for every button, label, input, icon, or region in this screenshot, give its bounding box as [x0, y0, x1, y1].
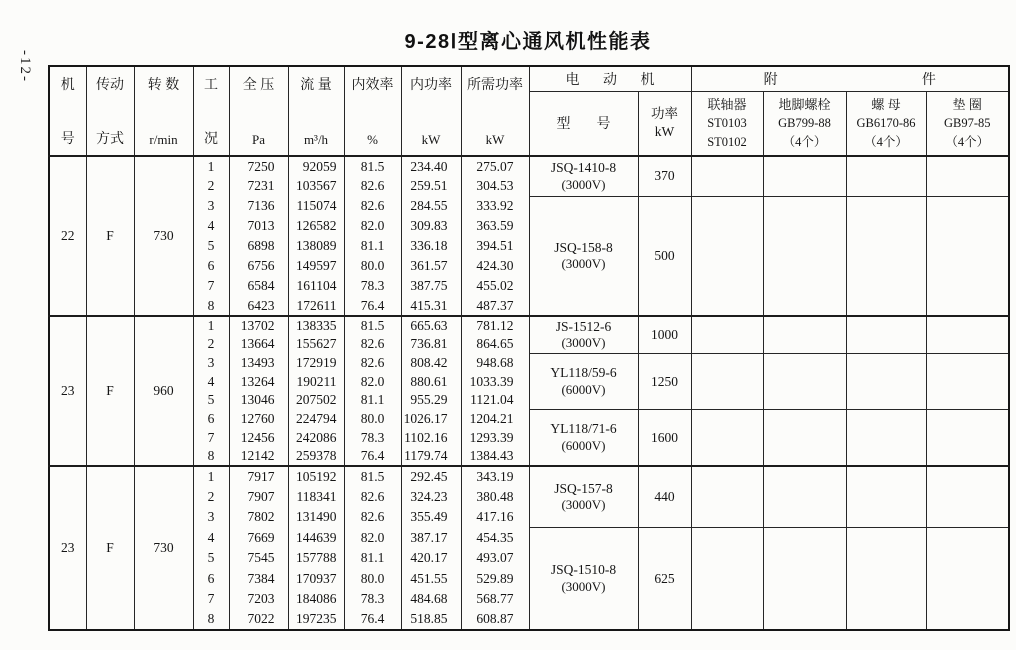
coupling-cell: [691, 410, 763, 466]
header-text: 机: [60, 78, 75, 93]
header-text: 内效率: [351, 78, 394, 93]
header-unit: r/min: [149, 132, 178, 147]
motor-power-cell: 440: [638, 466, 691, 528]
header-text: 附: [763, 72, 778, 88]
efficiency-value: 82.6: [344, 354, 401, 373]
speed-cell: 730: [134, 466, 193, 630]
header-qty: （4个）: [782, 135, 827, 149]
header-std-code: GB6170-86: [856, 116, 916, 131]
internal-power-value: 292.45: [401, 466, 461, 487]
required-power-value: 1204.21: [461, 410, 529, 429]
anchor-bolt-cell: [763, 466, 846, 528]
internal-power-value: 387.17: [401, 528, 461, 549]
flow-value: 170937: [288, 569, 344, 590]
internal-power-value: 1179.74: [401, 447, 461, 466]
flow-value: 105192: [288, 466, 344, 487]
motor-model-text: JSQ-158-8: [554, 239, 613, 255]
flow-value: 161104: [288, 276, 344, 296]
internal-power-value: 736.81: [401, 335, 461, 354]
efficiency-value: 81.1: [344, 548, 401, 569]
internal-power-value: 1102.16: [401, 429, 461, 448]
flow-value: 115074: [288, 196, 344, 216]
nut-cell: [846, 410, 926, 466]
motor-power-cell: 500: [638, 196, 691, 316]
flow-value: 242086: [288, 429, 344, 448]
pressure-value: 7917: [229, 466, 288, 487]
drive-type-cell: F: [86, 156, 134, 316]
header-std-code: GB97-85: [943, 116, 991, 131]
condition-no: 3: [193, 196, 229, 216]
pressure-value: 7907: [229, 487, 288, 508]
pressure-value: 13493: [229, 354, 288, 373]
perf-row: [49, 316, 1009, 335]
condition-no: 8: [193, 447, 229, 466]
washer-cell: [926, 316, 1009, 354]
required-power-value: 781.12: [461, 316, 529, 335]
motor-power-cell: 1600: [638, 410, 691, 466]
coupling-cell: [691, 316, 763, 354]
motor-model-text: JSQ-1410-8: [550, 160, 617, 176]
required-power-value: 864.65: [461, 335, 529, 354]
efficiency-value: 76.4: [344, 296, 401, 316]
header-unit: kW: [654, 124, 675, 140]
motor-voltage-text: (3000V): [561, 335, 606, 351]
header-qty: （4个）: [864, 135, 908, 149]
internal-power-value: 415.31: [401, 296, 461, 316]
header-text: 地脚螺栓: [778, 96, 831, 112]
anchor-bolt-cell: [763, 354, 846, 410]
pressure-value: 12456: [229, 429, 288, 448]
efficiency-value: 80.0: [344, 569, 401, 590]
anchor-bolt-cell: [763, 196, 846, 316]
motor-voltage-text: (6000V): [561, 437, 606, 453]
header-qty: （4个）: [945, 135, 990, 149]
required-power-value: 424.30: [461, 256, 529, 276]
nut-cell: [846, 196, 926, 316]
flow-value: 207502: [288, 391, 344, 410]
header-text: 号: [60, 132, 75, 147]
header-text: 所需功率: [467, 78, 523, 93]
col-header-internal-power: [401, 66, 461, 156]
condition-no: 5: [193, 391, 229, 410]
group-header-motor: [529, 66, 691, 91]
condition-no: 7: [193, 429, 229, 448]
header-text: 流 量: [300, 78, 332, 93]
efficiency-value: 82.0: [344, 216, 401, 236]
required-power-value: 363.59: [461, 216, 529, 236]
pressure-value: 13046: [229, 391, 288, 410]
motor-voltage-text: (6000V): [561, 381, 606, 397]
pressure-value: 7231: [229, 176, 288, 196]
pressure-value: 6898: [229, 236, 288, 256]
efficiency-value: 78.3: [344, 429, 401, 448]
drive-type-cell: F: [86, 466, 134, 630]
header-text: 转 数: [147, 78, 180, 93]
condition-no: 4: [193, 528, 229, 549]
col-header-speed: [134, 66, 193, 156]
motor-model-cell: [529, 316, 638, 354]
pressure-value: 7136: [229, 196, 288, 216]
efficiency-value: 82.6: [344, 176, 401, 196]
condition-no: 3: [193, 507, 229, 528]
col-header-pressure: [229, 66, 288, 156]
internal-power-value: 361.57: [401, 256, 461, 276]
internal-power-value: 420.17: [401, 548, 461, 569]
required-power-value: 1121.04: [461, 391, 529, 410]
header-std-code: ST0102: [707, 135, 747, 149]
internal-power-value: 451.55: [401, 569, 461, 590]
internal-power-value: 234.40: [401, 156, 461, 176]
flow-value: 197235: [288, 610, 344, 631]
pressure-value: 7250: [229, 156, 288, 176]
internal-power-value: 309.83: [401, 216, 461, 236]
flow-value: 118341: [288, 487, 344, 508]
col-header-required-power: [461, 66, 529, 156]
page-number-margin-label: -12-: [17, 50, 33, 83]
flow-value: 157788: [288, 548, 344, 569]
pressure-value: 7802: [229, 507, 288, 528]
condition-no: 2: [193, 176, 229, 196]
efficiency-value: 81.5: [344, 466, 401, 487]
condition-no: 2: [193, 487, 229, 508]
header-text: 型: [556, 117, 571, 133]
internal-power-value: 387.75: [401, 276, 461, 296]
efficiency-value: 81.5: [344, 156, 401, 176]
flow-value: 224794: [288, 410, 344, 429]
required-power-value: 608.87: [461, 610, 529, 631]
machine-no-cell: 23: [49, 316, 86, 466]
header-text: 垫 圈: [952, 96, 982, 112]
header-text: 内功率: [410, 78, 452, 93]
col-header-coupling: [691, 91, 763, 156]
flow-value: 144639: [288, 528, 344, 549]
condition-no: 6: [193, 410, 229, 429]
pressure-value: 6584: [229, 276, 288, 296]
fan-performance-table: [48, 65, 1010, 631]
washer-cell: [926, 196, 1009, 316]
header-unit: kW: [485, 132, 505, 147]
motor-power-cell: 625: [638, 528, 691, 631]
condition-no: 2: [193, 335, 229, 354]
pressure-value: 7669: [229, 528, 288, 549]
flow-value: 259378: [288, 447, 344, 466]
pressure-value: 7384: [229, 569, 288, 590]
pressure-value: 7203: [229, 589, 288, 610]
motor-model-text: JSQ-157-8: [554, 480, 613, 496]
drive-type-cell: F: [86, 316, 134, 466]
efficiency-value: 76.4: [344, 610, 401, 631]
required-power-value: 1033.39: [461, 372, 529, 391]
internal-power-value: 1026.17: [401, 410, 461, 429]
required-power-value: 493.07: [461, 548, 529, 569]
internal-power-value: 518.85: [401, 610, 461, 631]
required-power-value: 394.51: [461, 236, 529, 256]
motor-model-text: YL118/59-6: [550, 365, 617, 381]
motor-model-text: JS-1512-6: [555, 318, 612, 334]
pressure-value: 13664: [229, 335, 288, 354]
required-power-value: 380.48: [461, 487, 529, 508]
header-unit: Pa: [252, 132, 265, 147]
required-power-value: 1293.39: [461, 429, 529, 448]
flow-value: 190211: [288, 372, 344, 391]
col-header-washer: [926, 91, 1009, 156]
perf-row: [49, 466, 1009, 487]
condition-no: 5: [193, 236, 229, 256]
required-power-value: 948.68: [461, 354, 529, 373]
anchor-bolt-cell: [763, 528, 846, 631]
internal-power-value: 484.68: [401, 589, 461, 610]
motor-model-text: JSQ-1510-8: [550, 562, 617, 578]
coupling-cell: [691, 156, 763, 196]
condition-no: 1: [193, 466, 229, 487]
speed-cell: 730: [134, 156, 193, 316]
condition-no: 7: [193, 276, 229, 296]
required-power-value: 304.53: [461, 176, 529, 196]
nut-cell: [846, 528, 926, 631]
header-text: 传动: [96, 78, 124, 93]
coupling-cell: [691, 354, 763, 410]
required-power-value: 343.19: [461, 466, 529, 487]
motor-model-cell: [529, 528, 638, 631]
anchor-bolt-cell: [763, 410, 846, 466]
condition-no: 8: [193, 296, 229, 316]
efficiency-value: 80.0: [344, 410, 401, 429]
perf-row: [49, 410, 1009, 429]
flow-value: 184086: [288, 589, 344, 610]
motor-model-cell: [529, 354, 638, 410]
condition-no: 6: [193, 569, 229, 590]
speed-cell: 960: [134, 316, 193, 466]
pressure-value: 12760: [229, 410, 288, 429]
motor-power-cell: 370: [638, 156, 691, 196]
motor-model-text: YL118/71-6: [550, 421, 617, 437]
internal-power-value: 808.42: [401, 354, 461, 373]
required-power-value: 568.77: [461, 589, 529, 610]
table-header: [49, 66, 1009, 156]
pressure-value: 6756: [229, 256, 288, 276]
flow-value: 131490: [288, 507, 344, 528]
anchor-bolt-cell: [763, 316, 846, 354]
col-header-flow: [288, 66, 344, 156]
pressure-value: 7022: [229, 610, 288, 631]
motor-voltage-text: (3000V): [561, 497, 606, 513]
header-std-code: ST0103: [707, 116, 747, 131]
nut-cell: [846, 466, 926, 528]
machine-no-cell: 22: [49, 156, 86, 316]
condition-no: 3: [193, 354, 229, 373]
internal-power-value: 284.55: [401, 196, 461, 216]
internal-power-value: 324.23: [401, 487, 461, 508]
internal-power-value: 259.51: [401, 176, 461, 196]
washer-cell: [926, 354, 1009, 410]
machine-no-cell: 23: [49, 466, 86, 630]
pressure-value: 7545: [229, 548, 288, 569]
group-header-accessories: [691, 66, 1009, 91]
efficiency-value: 78.3: [344, 589, 401, 610]
col-header-efficiency: [344, 66, 401, 156]
required-power-value: 333.92: [461, 196, 529, 216]
header-text: 号: [596, 117, 611, 133]
condition-no: 1: [193, 316, 229, 335]
efficiency-value: 81.1: [344, 236, 401, 256]
flow-value: 138089: [288, 236, 344, 256]
washer-cell: [926, 156, 1009, 196]
motor-voltage-text: (3000V): [561, 256, 606, 272]
efficiency-value: 76.4: [344, 447, 401, 466]
internal-power-value: 336.18: [401, 236, 461, 256]
condition-no: 7: [193, 589, 229, 610]
header-text: 螺 母: [871, 96, 901, 112]
flow-value: 155627: [288, 335, 344, 354]
perf-row: [49, 528, 1009, 549]
flow-value: 172611: [288, 296, 344, 316]
col-header-nut: [846, 91, 926, 156]
motor-voltage-text: (3000V): [561, 176, 606, 192]
motor-power-cell: 1000: [638, 316, 691, 354]
washer-cell: [926, 410, 1009, 466]
header-text: 工: [204, 78, 218, 93]
perf-row: [49, 354, 1009, 373]
washer-cell: [926, 528, 1009, 631]
motor-voltage-text: (3000V): [561, 578, 606, 594]
nut-cell: [846, 156, 926, 196]
col-header-condition: [193, 66, 229, 156]
page-title: 9-28Ⅰ型离心通风机性能表: [404, 31, 652, 53]
required-power-value: 454.35: [461, 528, 529, 549]
efficiency-value: 82.0: [344, 372, 401, 391]
header-unit: %: [367, 132, 378, 147]
pressure-value: 12142: [229, 447, 288, 466]
efficiency-value: 78.3: [344, 276, 401, 296]
coupling-cell: [691, 466, 763, 528]
coupling-cell: [691, 528, 763, 631]
col-header-drive: [86, 66, 134, 156]
required-power-value: 417.16: [461, 507, 529, 528]
nut-cell: [846, 316, 926, 354]
motor-model-cell: [529, 410, 638, 466]
flow-value: 172919: [288, 354, 344, 373]
header-unit: kW: [421, 132, 441, 147]
required-power-value: 529.89: [461, 569, 529, 590]
internal-power-value: 955.29: [401, 391, 461, 410]
pressure-value: 13702: [229, 316, 288, 335]
header-unit: m³/h: [303, 132, 329, 147]
header-text: 联轴器: [707, 96, 747, 112]
col-header-anchor-bolt: [763, 91, 846, 156]
col-header-motor-power: [638, 91, 691, 156]
condition-no: 6: [193, 256, 229, 276]
internal-power-value: 355.49: [401, 507, 461, 528]
perf-row: [49, 156, 1009, 176]
header-text: 功率: [651, 106, 678, 122]
motor-model-cell: [529, 156, 638, 196]
col-header-motor-model: [529, 91, 638, 156]
col-header-machine-no: [49, 66, 86, 156]
efficiency-value: 82.6: [344, 487, 401, 508]
header-std-code: GB799-88: [778, 116, 831, 131]
internal-power-value: 880.61: [401, 372, 461, 391]
pressure-value: 7013: [229, 216, 288, 236]
motor-model-cell: [529, 466, 638, 528]
condition-no: 1: [193, 156, 229, 176]
header-text: 方式: [96, 132, 124, 147]
washer-cell: [926, 466, 1009, 528]
flow-value: 149597: [288, 256, 344, 276]
header-text: 全 压: [242, 78, 275, 93]
nut-cell: [846, 354, 926, 410]
anchor-bolt-cell: [763, 156, 846, 196]
condition-no: 5: [193, 548, 229, 569]
coupling-cell: [691, 196, 763, 316]
condition-no: 4: [193, 216, 229, 236]
header-text: 件: [921, 72, 936, 88]
flow-value: 138335: [288, 316, 344, 335]
table-body: [49, 156, 1009, 630]
efficiency-value: 82.6: [344, 335, 401, 354]
motor-model-cell: [529, 196, 638, 316]
condition-no: 4: [193, 372, 229, 391]
condition-no: 8: [193, 610, 229, 631]
header-text: 电 动 机: [565, 72, 665, 88]
efficiency-value: 82.6: [344, 507, 401, 528]
efficiency-value: 80.0: [344, 256, 401, 276]
pressure-value: 6423: [229, 296, 288, 316]
efficiency-value: 81.1: [344, 391, 401, 410]
efficiency-value: 82.6: [344, 196, 401, 216]
required-power-value: 1384.43: [461, 447, 529, 466]
required-power-value: 455.02: [461, 276, 529, 296]
efficiency-value: 81.5: [344, 316, 401, 335]
efficiency-value: 82.0: [344, 528, 401, 549]
flow-value: 103567: [288, 176, 344, 196]
perf-row: [49, 196, 1009, 216]
required-power-value: 487.37: [461, 296, 529, 316]
header-text: 况: [204, 132, 218, 147]
motor-power-cell: 1250: [638, 354, 691, 410]
internal-power-value: 665.63: [401, 316, 461, 335]
flow-value: 92059: [288, 156, 344, 176]
pressure-value: 13264: [229, 372, 288, 391]
required-power-value: 275.07: [461, 156, 529, 176]
flow-value: 126582: [288, 216, 344, 236]
